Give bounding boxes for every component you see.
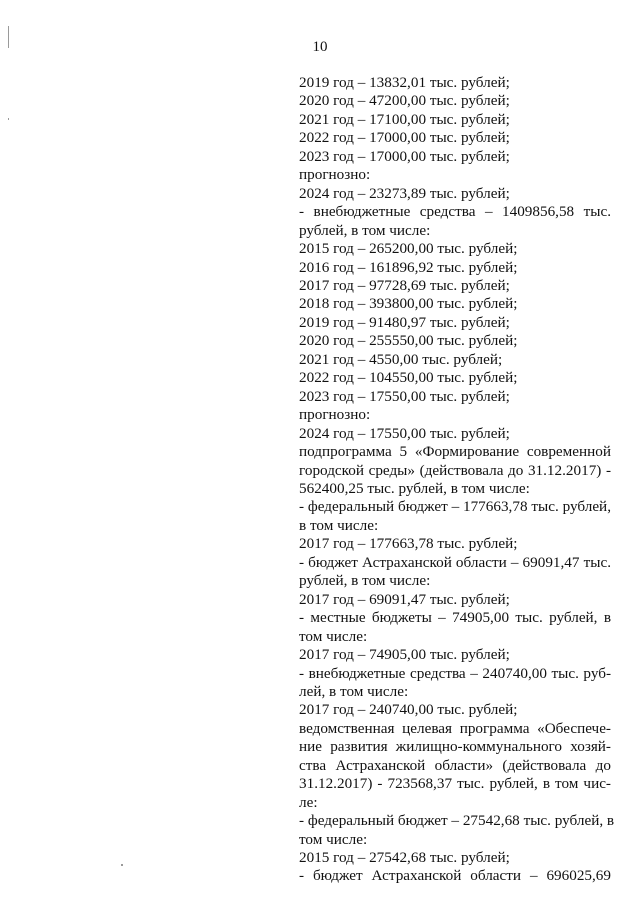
text-line: 2019 год – 13832,01 тыс. рублей; — [299, 74, 510, 91]
text-line: 2018 год – 393800,00 тыс. рублей; — [299, 295, 518, 313]
text-line: 2015 год – 27542,68 тыс. рублей; — [299, 849, 510, 867]
text-line: том числе: — [299, 627, 368, 645]
text-line: 2019 год – 91480,97 тыс. рублей; — [299, 313, 510, 331]
text-line: - местные бюджеты – 74905,00 тыс. рублей, в — [299, 609, 611, 627]
text-line: 2020 год – 47200,00 тыс. рублей; — [299, 92, 510, 110]
text-line: 31.12.2017) - 723568,37 тыс. рублей, в том чис- — [299, 775, 611, 793]
margin-mark-bottom-left — [121, 864, 123, 866]
text-line: 562400,25 тыс. рублей, в том числе: — [299, 479, 530, 497]
text-line: ле: — [299, 793, 318, 811]
text-line: в том числе: — [299, 516, 379, 534]
text-line: 2021 год – 4550,00 тыс. рублей; — [299, 350, 503, 368]
text-line: 2015 год – 265200,00 тыс. рублей; — [299, 240, 518, 258]
page-number: 10 — [312, 39, 328, 55]
text-line: городской среды» (действовала до 31.12.2017) - — [299, 461, 611, 479]
document-text-column — [299, 74, 615, 886]
text-line: прогнозно: — [299, 166, 371, 184]
text-line: 2020 год – 255550,00 тыс. рублей; — [299, 332, 518, 350]
text-line: 2017 год – 97728,69 тыс. рублей; — [299, 276, 510, 294]
text-line: - внебюджетные средства – 240740,00 тыс. руб- — [299, 664, 611, 682]
text-line: лей, в том числе: — [299, 682, 409, 700]
text-line: 2023 год – 17550,00 тыс. рублей; — [299, 387, 510, 405]
text-line: 2024 год – 23273,89 тыс. рублей; — [299, 184, 510, 202]
text-line: - федеральный бюджет – 27542,68 тыс. рублей, в — [299, 812, 615, 830]
text-line: - бюджет Астраханской области – 696025,69 — [299, 867, 611, 885]
text-line: 2017 год – 177663,78 тыс. рублей; — [299, 535, 518, 553]
text-line: ства Астраханской области» (действовала до — [299, 756, 611, 774]
text-line: 2017 год – 69091,47 тыс. рублей; — [299, 590, 510, 608]
text-line: - внебюджетные средства – 1409856,58 тыс. — [299, 203, 611, 221]
text-line: 2022 год – 104550,00 тыс. рублей; — [299, 369, 518, 387]
text-line: 2022 год – 17000,00 тыс. рублей; — [299, 129, 510, 147]
text-line: ведомственная целевая программа «Обеспече- — [299, 719, 611, 737]
text-line: 2023 год – 17000,00 тыс. рублей; — [299, 147, 510, 165]
text-line: 2024 год – 17550,00 тыс. рублей; — [299, 424, 510, 442]
text-line: - бюджет Астраханской области – 69091,47 тыс. — [299, 553, 611, 571]
text-line: том числе: — [299, 830, 368, 848]
text-line: ние развития жилищно-коммунального хозяй- — [299, 738, 611, 756]
text-line: - федеральный бюджет – 177663,78 тыс. рублей, — [299, 498, 611, 516]
text-line: рублей, в том числе: — [299, 572, 431, 590]
text-line: прогнозно: — [299, 406, 371, 424]
text-line: 2016 год – 161896,92 тыс. рублей; — [299, 258, 518, 276]
margin-mark-top-left — [8, 26, 9, 48]
text-line: 2021 год – 17100,00 тыс. рублей; — [299, 110, 510, 128]
text-line: рублей, в том числе: — [299, 221, 431, 239]
margin-mark-left-dot — [8, 118, 9, 120]
text-line: 2017 год – 240740,00 тыс. рублей; — [299, 701, 518, 719]
text-line: подпрограмма 5 «Формирование современной — [299, 443, 611, 461]
text-line: 2017 год – 74905,00 тыс. рублей; — [299, 646, 510, 664]
